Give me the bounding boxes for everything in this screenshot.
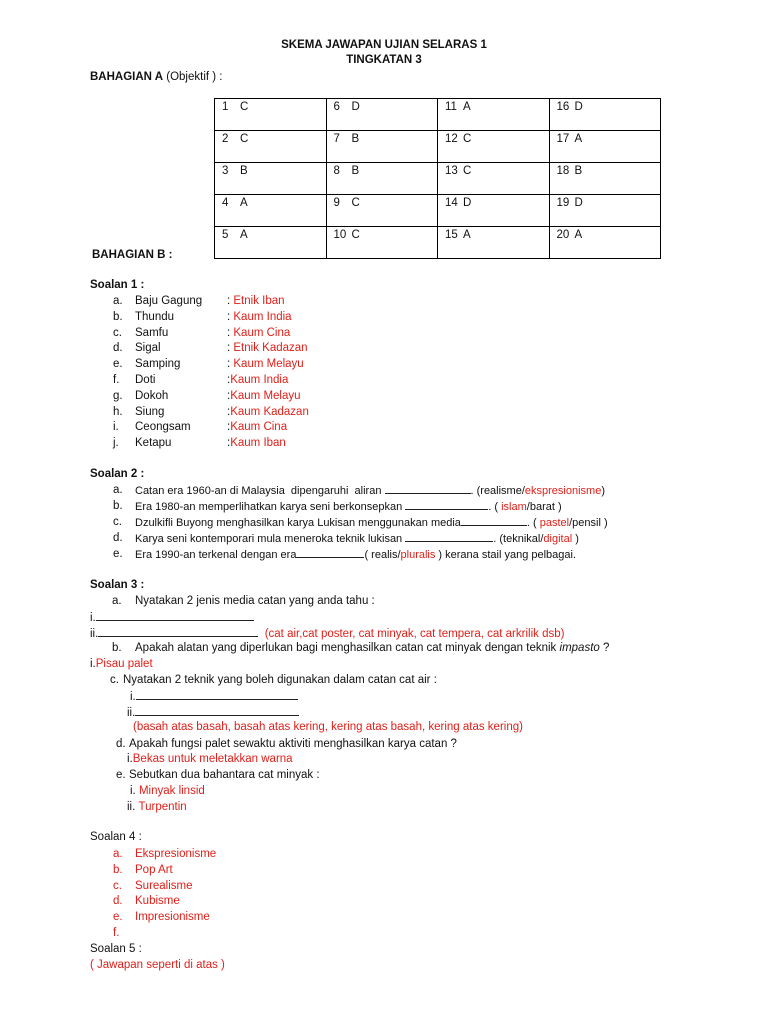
list-marker: i. bbox=[113, 421, 119, 434]
answer-blank bbox=[96, 610, 254, 621]
answer-blank bbox=[385, 483, 471, 494]
separator: : bbox=[227, 342, 234, 355]
answer-line bbox=[227, 436, 286, 450]
answer-cell bbox=[438, 163, 550, 195]
answer-line bbox=[227, 326, 290, 340]
bahagian-a-heading bbox=[90, 70, 222, 84]
art-movement-answer: Ekspresionisme bbox=[135, 848, 217, 860]
answer-letter: A bbox=[463, 101, 471, 113]
question-text: Apakah alatan yang diperlukan bagi menghasilkan catan cat minyak dengan teknik bbox=[135, 642, 560, 654]
answer-letter: A bbox=[574, 229, 583, 241]
soalan-4-heading: Soalan 4 : bbox=[90, 831, 142, 843]
answer-line bbox=[227, 310, 292, 324]
art-movement-answer: Surealisme bbox=[135, 879, 193, 892]
roman-i: i. bbox=[90, 658, 96, 670]
fill-blank-question bbox=[135, 499, 562, 514]
choice-text-end: /pensil ) bbox=[569, 517, 608, 529]
question-number: 5 bbox=[222, 229, 229, 241]
choice-text-end: ) kerana stail yang pelbagai. bbox=[435, 549, 577, 561]
question-number: 14 bbox=[445, 197, 458, 209]
question-number: 4 bbox=[222, 197, 229, 209]
answer-blank bbox=[136, 689, 298, 700]
soalan-3c-question: Nyatakan 2 teknik yang boleh digunakan dalam catan cat air : bbox=[123, 674, 437, 686]
separator: : bbox=[227, 310, 234, 323]
answer-cell bbox=[215, 99, 327, 131]
answer-line bbox=[227, 420, 287, 434]
costume-name: Dokoh bbox=[135, 389, 169, 402]
answer-cell bbox=[549, 131, 661, 163]
list-marker: h. bbox=[113, 405, 123, 418]
answer-letter: D bbox=[463, 197, 472, 209]
question-number: 20 bbox=[556, 229, 570, 241]
list-marker: a. bbox=[113, 484, 123, 496]
question-text: Catan era 1960-an di Malaysia dipengaruhi aliran bbox=[135, 485, 385, 497]
roman-i: i. bbox=[90, 612, 96, 624]
list-marker: f. bbox=[113, 374, 120, 386]
costume-name: Samping bbox=[135, 358, 181, 371]
answer-blank bbox=[98, 626, 258, 637]
roman-i: i. bbox=[130, 785, 136, 797]
answer-cell bbox=[438, 131, 550, 163]
art-movement-answer: Impresionisme bbox=[135, 911, 210, 924]
choice-text-end: ) bbox=[572, 533, 579, 545]
choice-text: . (teknikal/ bbox=[493, 533, 544, 545]
answer-blank bbox=[405, 499, 488, 510]
list-marker: a. bbox=[113, 848, 123, 860]
answer-cell bbox=[215, 163, 327, 195]
costume-answer: Kaum India bbox=[230, 374, 289, 386]
soalan-3e-answer-1: Minyak linsid bbox=[138, 785, 205, 797]
answer-letter: B bbox=[574, 165, 583, 177]
costume-name: Samfu bbox=[135, 326, 169, 339]
answer-table-row bbox=[215, 99, 661, 131]
question-emphasis: impasto bbox=[559, 642, 600, 654]
choice-text: . ( bbox=[526, 517, 540, 529]
separator: : bbox=[227, 358, 234, 371]
answer-cell bbox=[438, 99, 550, 131]
correct-choice: digital bbox=[543, 533, 573, 545]
answer-line bbox=[227, 405, 309, 419]
answer-letter: A bbox=[240, 197, 248, 209]
costume-answer: Kaum Iban bbox=[230, 437, 286, 450]
answer-letter: B bbox=[351, 133, 360, 145]
answer-letter: D bbox=[351, 101, 360, 113]
costume-name: Siung bbox=[135, 405, 165, 418]
soalan-3c-marker: c. bbox=[110, 674, 119, 686]
separator: : bbox=[227, 374, 231, 386]
answer-cell bbox=[215, 131, 327, 163]
soalan-3e-answer-1-line bbox=[130, 784, 205, 798]
list-marker: e. bbox=[113, 911, 123, 924]
answer-letter: C bbox=[351, 229, 360, 241]
soalan-2-heading: Soalan 2 : bbox=[90, 468, 145, 480]
soalan-3d-marker: d. bbox=[116, 738, 126, 750]
choice-text-end: /barat ) bbox=[526, 501, 562, 513]
costume-name: Ketapu bbox=[135, 437, 172, 450]
answer-cell bbox=[326, 195, 438, 227]
question-number: 9 bbox=[333, 197, 340, 209]
roman-ii: ii. bbox=[127, 801, 136, 813]
soalan-3b-answer-line bbox=[90, 657, 153, 671]
question-text: Era 1980-an memperlihatkan karya seni berkonsepkan bbox=[135, 501, 406, 513]
answer-line bbox=[227, 294, 285, 308]
list-marker: a. bbox=[113, 295, 123, 307]
soalan-3c-line-ii bbox=[127, 705, 299, 720]
fill-blank-question bbox=[135, 483, 605, 498]
roman-i: i. bbox=[130, 691, 136, 703]
answer-letter: B bbox=[351, 165, 360, 177]
costume-name: Sigal bbox=[135, 342, 161, 355]
answer-blank bbox=[405, 531, 493, 542]
answer-line bbox=[227, 373, 288, 387]
question-text: Era 1990-an terkenal dengan era bbox=[135, 549, 297, 561]
question-number: 15 bbox=[445, 229, 458, 241]
answer-cell bbox=[438, 195, 550, 227]
answer-cell bbox=[438, 227, 550, 259]
soalan-3b-question bbox=[135, 641, 609, 655]
list-marker: b. bbox=[113, 310, 123, 323]
separator: : bbox=[227, 421, 231, 434]
correct-choice: islam bbox=[501, 501, 527, 513]
list-marker: e. bbox=[113, 358, 123, 371]
costume-answer: Etnik Kadazan bbox=[233, 342, 308, 355]
art-movement-answer: Pop Art bbox=[135, 863, 173, 876]
question-number: 17 bbox=[556, 133, 570, 145]
answer-cell bbox=[549, 227, 661, 259]
soalan-3e-answer-2-line bbox=[127, 800, 187, 814]
list-marker: b. bbox=[113, 500, 123, 512]
fill-blank-question bbox=[135, 531, 579, 546]
soalan-1-heading: Soalan 1 : bbox=[90, 279, 145, 291]
bahagian-a-label: BAHAGIAN A bbox=[90, 71, 164, 83]
document-title: SKEMA JAWAPAN UJIAN SELARAS 1 bbox=[281, 39, 487, 51]
soalan-3a-marker: a. bbox=[112, 595, 122, 607]
list-marker: j. bbox=[113, 437, 119, 450]
list-marker: f. bbox=[113, 927, 120, 939]
separator: : bbox=[227, 389, 231, 402]
fill-blank-question bbox=[135, 547, 576, 562]
soalan-3a-line-ii bbox=[90, 626, 564, 641]
answer-letter: C bbox=[240, 101, 249, 113]
choice-text-end: ) bbox=[601, 485, 605, 497]
soalan-3d-answer-line bbox=[127, 752, 293, 766]
choice-text: . ( bbox=[488, 501, 502, 513]
answer-letter: C bbox=[351, 197, 360, 209]
question-number: 2 bbox=[222, 133, 229, 145]
soalan-5-heading: Soalan 5 : bbox=[90, 943, 142, 955]
soalan-3b-answer: Pisau palet bbox=[95, 658, 153, 670]
answer-letter: B bbox=[240, 165, 248, 177]
choice-text: ( realis/ bbox=[364, 549, 401, 561]
answer-blank bbox=[135, 705, 299, 716]
correct-choice: pastel bbox=[539, 517, 570, 529]
soalan-3b-marker: b. bbox=[112, 642, 122, 654]
answer-cell bbox=[549, 99, 661, 131]
answer-line bbox=[227, 389, 301, 403]
costume-answer: Kaum Cina bbox=[230, 421, 288, 434]
correct-choice: pluralis bbox=[400, 549, 436, 561]
soalan-3-heading: Soalan 3 : bbox=[90, 579, 145, 591]
soalan-3e-answer-2: Turpentin bbox=[138, 801, 187, 813]
costume-answer: Kaum Cina bbox=[233, 326, 291, 339]
bahagian-a-note: (Objektif ) : bbox=[166, 71, 223, 83]
answer-table-row bbox=[215, 163, 661, 195]
list-marker: b. bbox=[113, 863, 123, 876]
separator: : bbox=[227, 437, 231, 450]
answer-cell bbox=[326, 227, 438, 259]
roman-ii: ii. bbox=[127, 707, 136, 719]
costume-name: Baju Gagung bbox=[135, 295, 203, 307]
question-number: 16 bbox=[556, 101, 570, 113]
question-number: 1 bbox=[222, 101, 229, 113]
soalan-3c-answer: (basah atas basah, basah atas kering, kering atas basah, kering atas kering) bbox=[133, 721, 523, 733]
costume-answer: Kaum Melayu bbox=[230, 389, 301, 402]
answer-table-row bbox=[215, 227, 661, 259]
question-number: 12 bbox=[445, 133, 458, 145]
roman-ii: ii. bbox=[90, 628, 99, 640]
question-number: 6 bbox=[333, 101, 340, 113]
list-marker: g. bbox=[113, 389, 123, 402]
correct-choice: ekspresionisme bbox=[524, 485, 602, 497]
costume-name: Ceongsam bbox=[135, 421, 191, 434]
list-marker: d. bbox=[113, 532, 123, 544]
answer-letter: D bbox=[574, 101, 583, 113]
question-text: Karya seni kontemporari mula meneroka teknik lukisan bbox=[135, 533, 406, 545]
answer-cell bbox=[215, 227, 327, 259]
question-end: ? bbox=[599, 642, 610, 654]
answer-line bbox=[227, 341, 308, 355]
answer-cell bbox=[215, 195, 327, 227]
soalan-3d-answer: Bekas untuk meletakkan warna bbox=[132, 753, 293, 765]
question-number: 3 bbox=[222, 165, 229, 177]
choice-text: . (realisme/ bbox=[470, 485, 525, 497]
fill-blank-question bbox=[135, 515, 608, 530]
soalan-3a-line-i bbox=[90, 610, 254, 625]
list-marker: c. bbox=[113, 516, 122, 528]
separator: : bbox=[227, 326, 234, 339]
costume-name: Doti bbox=[135, 374, 156, 386]
answer-blank bbox=[461, 515, 527, 526]
answer-letter: A bbox=[240, 229, 248, 241]
separator: : bbox=[227, 405, 231, 418]
answer-cell bbox=[326, 163, 438, 195]
soalan-3c-line-i bbox=[130, 689, 298, 704]
question-number: 10 bbox=[333, 229, 347, 241]
answer-letter: C bbox=[463, 133, 472, 145]
soalan-3a-answer: (cat air,cat poster, cat minyak, cat tempera, cat arkrilik dsb) bbox=[264, 628, 565, 640]
answer-cell bbox=[549, 163, 661, 195]
list-marker: e. bbox=[113, 548, 123, 560]
answer-letter: A bbox=[463, 229, 471, 241]
costume-answer: Kaum Kadazan bbox=[230, 405, 309, 418]
list-marker: d. bbox=[113, 342, 123, 355]
bahagian-b-heading: BAHAGIAN B : bbox=[92, 249, 173, 261]
question-number: 7 bbox=[333, 133, 340, 145]
answer-letter: C bbox=[240, 133, 249, 145]
soalan-3d-question: Apakah fungsi palet sewaktu aktiviti menghasilkan karya catan ? bbox=[129, 738, 457, 750]
answer-table-row bbox=[215, 195, 661, 227]
soalan-5-answer: ( Jawapan seperti di atas ) bbox=[90, 959, 225, 971]
question-number: 13 bbox=[445, 165, 458, 177]
question-number: 19 bbox=[556, 197, 570, 209]
answer-letter: D bbox=[574, 197, 583, 209]
costume-answer: Kaum Melayu bbox=[233, 358, 304, 371]
document-subtitle: TINGKATAN 3 bbox=[346, 54, 422, 66]
list-marker: c. bbox=[113, 326, 122, 339]
list-marker: c. bbox=[113, 879, 122, 892]
art-movement-answer: Kubisme bbox=[135, 895, 180, 908]
answer-letter: C bbox=[463, 165, 472, 177]
answer-table bbox=[214, 98, 661, 259]
answer-table-row bbox=[215, 131, 661, 163]
soalan-3e-marker: e. bbox=[116, 769, 126, 781]
soalan-3a-question: Nyatakan 2 jenis media catan yang anda tahu : bbox=[135, 595, 375, 607]
answer-line bbox=[227, 357, 304, 371]
answer-cell bbox=[326, 99, 438, 131]
list-marker: d. bbox=[113, 895, 123, 908]
costume-answer: Kaum India bbox=[233, 310, 292, 323]
answer-cell bbox=[549, 195, 661, 227]
question-number: 8 bbox=[333, 165, 340, 177]
question-number: 11 bbox=[445, 101, 457, 113]
question-number: 18 bbox=[556, 165, 570, 177]
answer-cell bbox=[326, 131, 438, 163]
roman-i: i. bbox=[127, 753, 133, 765]
separator: : bbox=[227, 295, 234, 307]
costume-name: Thundu bbox=[135, 310, 175, 323]
answer-blank bbox=[296, 547, 364, 558]
question-text: Dzulkifli Buyong menghasilkan karya Lukisan menggunakan media bbox=[135, 517, 461, 529]
costume-answer: Etnik Iban bbox=[233, 295, 285, 307]
answer-letter: A bbox=[574, 133, 583, 145]
soalan-3e-question: Sebutkan dua bahantara cat minyak : bbox=[129, 769, 320, 781]
